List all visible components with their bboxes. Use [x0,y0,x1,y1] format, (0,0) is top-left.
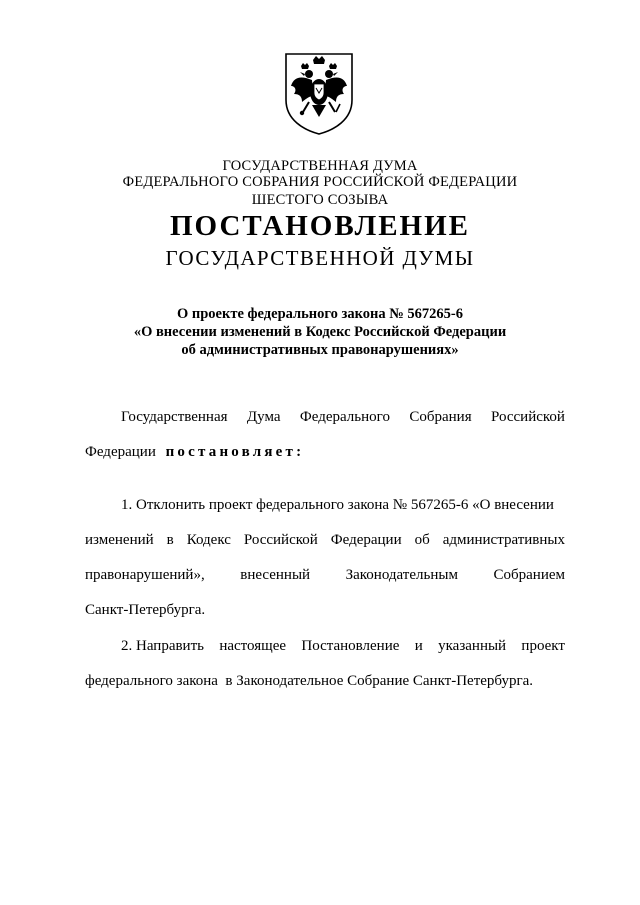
preamble-word: Дума [246,409,281,425]
item2-line-2: федерального закона в Законодательное Собрание Санкт-Петербурга. [85,673,534,689]
preamble-word: Государственная [121,409,228,425]
item1-word: правонарушений», [85,567,205,583]
item2-word: проект [521,638,565,654]
header-line-2: ФЕДЕРАЛЬНОГО СОБРАНИЯ РОССИЙСКОЙ ФЕДЕРАЦИИ [122,174,518,190]
item2-word: Постановление [301,638,400,654]
preamble-word: Российской [491,409,565,425]
preamble-word: Собрания [409,409,472,425]
item2-line-1 [121,638,565,655]
item2-word: и [414,638,423,654]
item1-word: изменений [85,532,154,548]
item1-word: об [414,532,430,548]
subject-line-3: об административных правонарушениях» [181,342,459,358]
item1-word: Кодекс [186,532,231,548]
item1-word: Законодательным [345,567,458,583]
subject-line-2: «О внесении изменений в Кодекс Российской Федерации [133,324,507,340]
item2-word: настоящее [219,638,287,654]
subject-line-1: О проекте федерального закона № 567265-6 [176,306,464,322]
preamble-word: Федерации [85,444,156,460]
header-line-1: ГОСУДАРСТВЕННАЯ ДУМА [222,158,418,174]
item1-word: Собранием [493,567,565,583]
item2-word: 2. Направить [121,638,204,654]
item1-line-1: 1. Отклонить проект федерального закона № 567265-6 «О внесении [121,497,554,513]
coat-of-arms-icon [282,50,356,136]
header-line-3: ШЕСТОГО СОЗЫВА [251,192,389,208]
preamble-word: Федерального [299,409,390,425]
item1-word: Федерации [330,532,402,548]
preamble-line-2 [85,444,565,461]
document-subtitle: ГОСУДАРСТВЕННОЙ ДУМЫ [165,246,475,270]
item1-word: административных [442,532,565,548]
item2-word: указанный [438,638,507,654]
item1-line-4: Санкт-Петербурга. [85,602,206,618]
item1-word: внесенный [240,567,311,583]
item1-line-2 [85,532,565,549]
item1-word: Российской [243,532,318,548]
item1-line-3 [85,567,565,584]
document-title: ПОСТАНОВЛЕНИЕ [169,210,470,242]
preamble-line-1 [121,409,565,426]
item1-word: в [166,532,174,548]
decision-word: постановляет: [165,444,305,460]
